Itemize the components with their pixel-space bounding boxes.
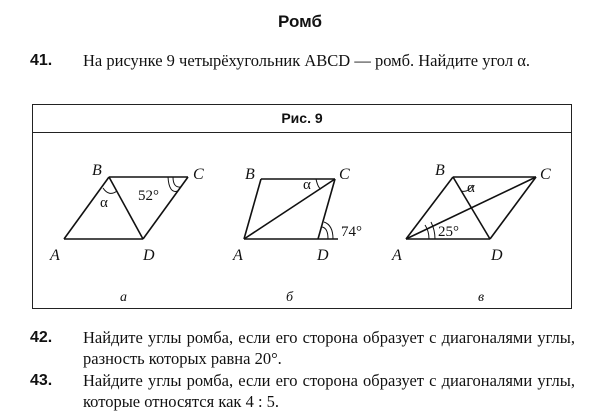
angle-alpha: α bbox=[467, 180, 475, 196]
problem-number: 43. bbox=[30, 372, 53, 389]
vertex-b: B bbox=[245, 166, 255, 183]
section-title: Ромб bbox=[278, 12, 322, 31]
problem-41 bbox=[30, 50, 575, 71]
problem-number: 41. bbox=[30, 52, 53, 69]
vertex-a: A bbox=[392, 247, 402, 264]
vertex-d: D bbox=[491, 247, 503, 264]
vertex-a: A bbox=[50, 247, 60, 264]
problem-text: Найдите углы ромба, если его сторона образует с диагоналями углы, разность которых равна 20°. bbox=[83, 328, 575, 368]
vertex-d: D bbox=[143, 247, 155, 264]
side-cd bbox=[143, 177, 188, 239]
angle-arc-25 bbox=[425, 225, 429, 239]
figure-9 bbox=[32, 104, 572, 309]
problem-number: 42. bbox=[30, 329, 53, 346]
diagonal-bd bbox=[109, 177, 143, 239]
angle-arc-25-outer bbox=[431, 222, 435, 239]
problem-43 bbox=[30, 370, 575, 412]
figure-diagrams bbox=[33, 105, 573, 310]
side-cd bbox=[490, 177, 536, 239]
vertex-c: C bbox=[540, 166, 551, 183]
vertex-b: B bbox=[435, 162, 445, 179]
diagram-b bbox=[232, 166, 362, 305]
vertex-a: A bbox=[233, 247, 243, 264]
part-label-b: б bbox=[286, 290, 294, 305]
vertex-d: D bbox=[317, 247, 329, 264]
vertex-c: C bbox=[339, 166, 350, 183]
angle-52: 52° bbox=[138, 188, 159, 204]
problem-42 bbox=[30, 327, 575, 369]
angle-25: 25° bbox=[438, 224, 459, 240]
angle-arc-52 bbox=[173, 177, 181, 187]
angle-arc-alpha bbox=[316, 179, 321, 189]
angle-arc-74-inner bbox=[322, 227, 328, 239]
problem-text: На рисунке 9 четырёхугольник ABCD — ромб. Найдите угол α. bbox=[83, 51, 530, 70]
angle-alpha: α bbox=[303, 177, 311, 193]
problem-text: Найдите углы ромба, если его сторона образует с диагоналями углы, которые относятся как 4 : 5. bbox=[83, 371, 575, 411]
part-label-v: в bbox=[478, 290, 485, 305]
angle-74: 74° bbox=[341, 224, 362, 240]
angle-arc-74 bbox=[324, 222, 333, 239]
diagram-v bbox=[391, 162, 551, 305]
part-label-a: а bbox=[120, 290, 127, 305]
vertex-b: B bbox=[92, 162, 102, 179]
diagram-a bbox=[49, 162, 204, 305]
figure-title: Рис. 9 bbox=[33, 105, 571, 133]
vertex-c: C bbox=[193, 166, 204, 183]
angle-alpha: α bbox=[100, 195, 108, 211]
